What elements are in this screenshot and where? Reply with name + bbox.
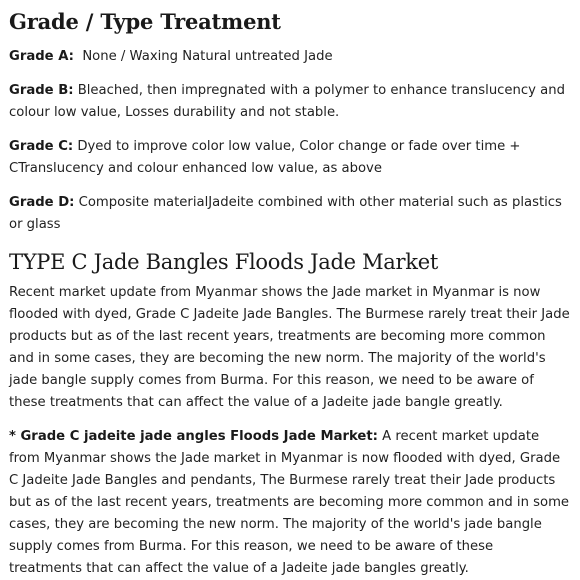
grade-a-label: Grade A:	[9, 49, 74, 64]
grade-b-label: Grade B:	[9, 83, 74, 98]
grade-a-text: None / Waxing Natural untreated Jade	[73, 49, 333, 64]
grade-c-market-lead: * Grade C jadeite jade angles Floods Jade Market:	[9, 429, 378, 444]
grade-c-entry	[9, 136, 570, 180]
grade-c-text: Dyed to improve color low value, Color change or fade over time + CTranslucency and colour enhanced low value, as above	[9, 139, 521, 176]
grade-d-label: Grade D:	[9, 195, 75, 210]
grade-c-label: Grade C:	[9, 139, 74, 154]
grade-d-text: Composite materialJadeite combined with other material such as plastics or glass	[9, 195, 562, 232]
grade-c-market-paragraph	[9, 426, 570, 580]
market-update-paragraph: Recent market update from Myanmar shows the Jade market in Myanmar is now flooded with dyed, Grade C Jadeite Jade Bangles. The Burmese rarely treat their Jade products but as of the last recent years, treatments are becoming more common and in some cases, they are becoming the new norm. The majority of the world's jade bangle supply comes from Burma. For this reason, we need to be aware of these treatments that can affect the value of a Jadeite jade bangle greatly.	[9, 285, 570, 410]
grade-d-entry	[9, 192, 570, 236]
grade-b-entry	[9, 80, 570, 124]
grade-b-text: Bleached, then impregnated with a polymer to enhance translucency and colour low value, Losses durability and not stable.	[9, 83, 565, 120]
grade-a-entry	[9, 46, 570, 68]
grade-c-market-text: A recent market update from Myanmar shows the Jade market in Myanmar is now flooded with dyed, Grade C Jadeite Jade Bangles and pendants, The Burmese rarely treat their Jade products but as of the last recent years, treatments are becoming more common and in some cases, they are becoming the new norm. The majority of the world's jade bangle supply comes from Burma. For this reason, we need to be aware of these treatments that can affect the value of a Jadeite jade bangles greatly.	[9, 429, 570, 576]
section-title-type-c: TYPE C Jade Bangles Floods Jade Market	[9, 250, 438, 274]
section-title-grade-treatment: Grade / Type Treatment	[9, 9, 281, 34]
